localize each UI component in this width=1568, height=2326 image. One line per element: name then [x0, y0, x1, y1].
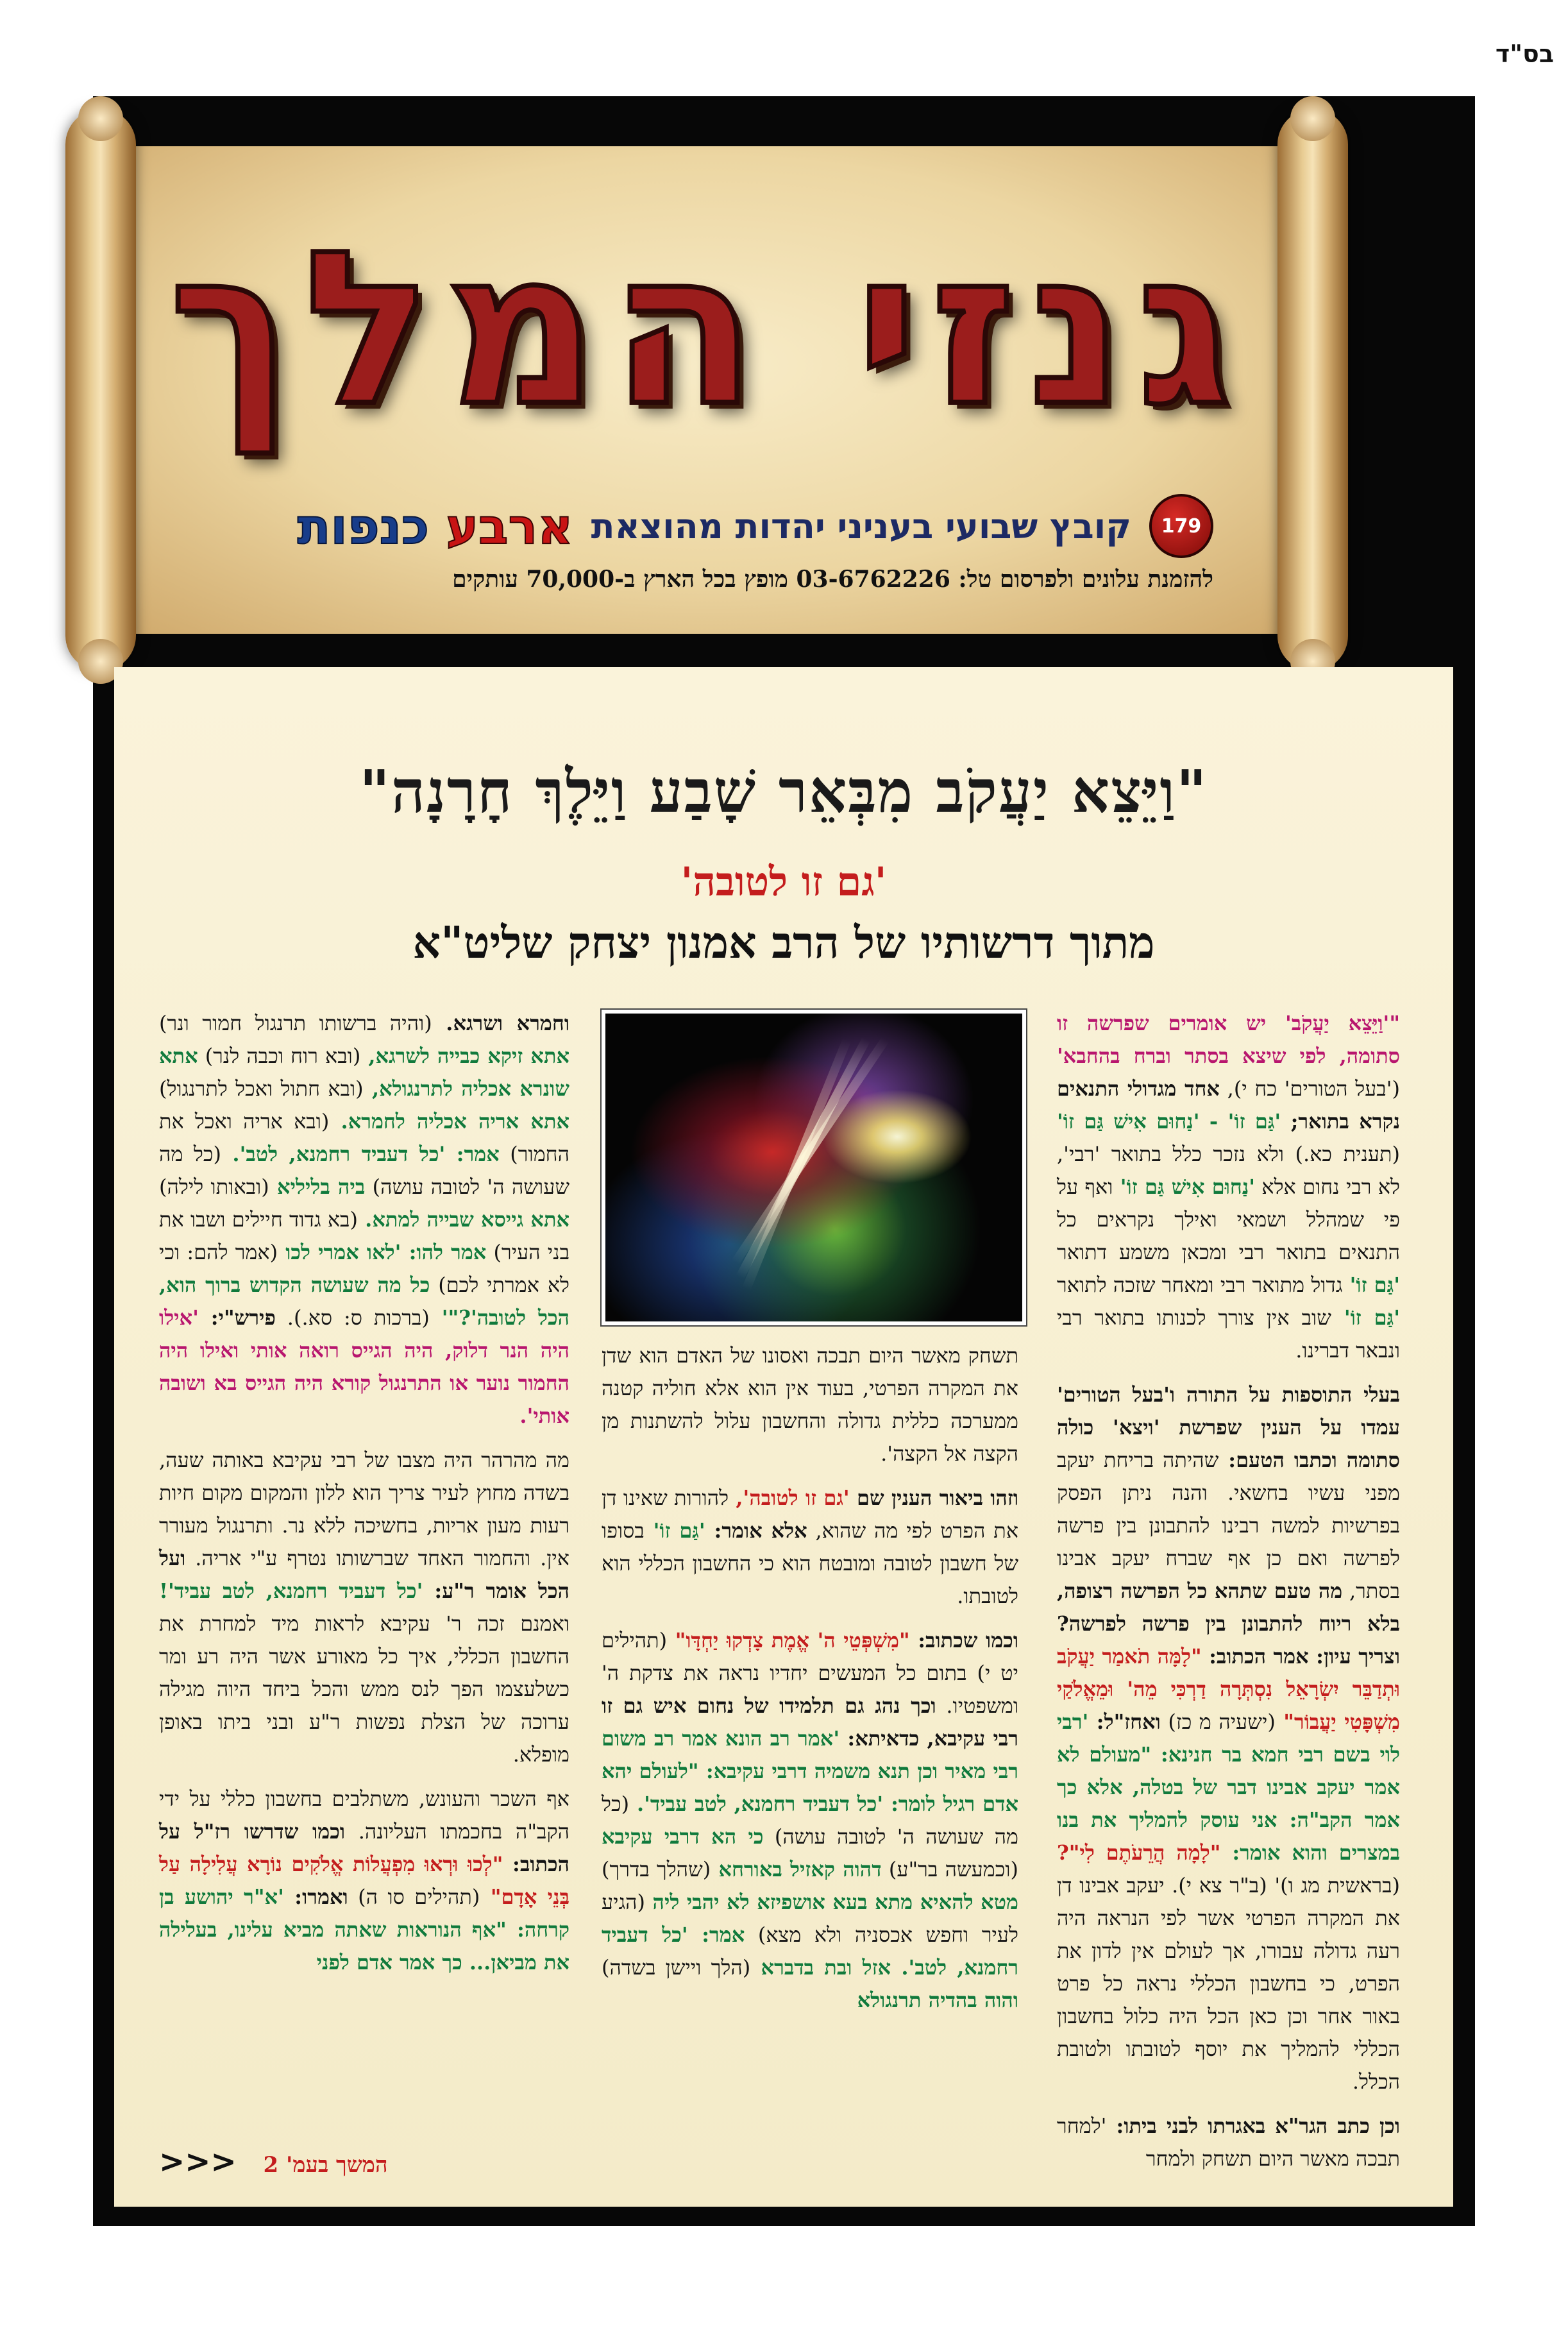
paragraph [1057, 1379, 1400, 2098]
text-run: שהיתה בריחת יעקב מפני עשיו בחשאי. והנה ניתן הפסק בפרשיות למשה רבינו להתבונן בין פרשה לפרשה ואם כן אף שברח יעקב אבינו בסתר, [1057, 1448, 1401, 1603]
text-run: אמר: 'כל דעביד רחמנא, לטב'. [221, 1142, 500, 1166]
continued-label: המשך בעמ' 2 [263, 2152, 388, 2178]
text-run: בסופו של חשבון לטובה ומובטח הוא כי החשבון הכללי הוא לטובתו. [602, 1518, 1018, 1608]
paragraph [602, 1482, 1018, 1613]
text-run: וכן כתב הגר"א באגרתו לבני ביתו: [1106, 2114, 1400, 2138]
text-run: 'אמר רב הונא אמר רב משום רבי מאיר וכן תנא משמיה דרבי עקיבא: "לעולם יהא אדם רגיל לומר: 'כל דעביד רחמנא, לטב עביד'. [602, 1726, 1018, 1816]
text-run: וכך נהג גם תלמידו של נחום איש גם זו רבי עקיבא, כדאיתא: [602, 1694, 1019, 1751]
continued-link[interactable] [159, 2144, 388, 2180]
paragraph [602, 1339, 1018, 1470]
text-run: "לָמָּה תֹאמַר יַעֲקֹב וּתְדַבֵּר יִשְׂרָאֵל נִסְתְּרָה דַרְכִּי מֵה' וּמֵאֱלֹקַי מִשְׁפָּטִי יַעֲבוֹר" [1057, 1644, 1401, 1734]
text-run: (בראשית מג ו)' (ב"ר צא י). יעקב אבינו דן את המקרה הפרטי אשר לפי הנראה היה רעה גדולה עבורו, אך לעולם אין לדון את הפרט, כי בחשבון הכללי נראה כל פרט באור אחר וכן כאן הכל היה כלול בחשבון הכללי להמליך את יוסף לטובתו ולטובת הכלל. [1057, 1873, 1400, 2094]
text-run: 'גַּם זוֹ' - 'נַחוּם אִישׁ גַּם זוֹ' [1057, 1109, 1281, 1133]
paragraph [602, 1624, 1018, 2017]
text-run: ('בעל הטורים' כח י), [1219, 1076, 1401, 1101]
scroll-cap [78, 96, 123, 141]
text-run: דהוה קאזיל באורחא [711, 1857, 882, 1881]
text-run: (כל מה שעושה ה' לטובה עושה) [159, 1142, 570, 1199]
masthead-logo: גנזי המלך [169, 206, 1245, 452]
text-run: (כל מה שעושה ה' לטובה עושה) [602, 1792, 1019, 1849]
text-run: אתא אריה אכליה לחמרא. [329, 1109, 570, 1133]
text-run: הכל ביחד היוה מגילה ערוכה של הצלת נפשות ר"ע ובני ביתו באופן מופלא. [159, 1677, 569, 1767]
text-run: להורות שאינו דן את הפרט לפי מה שהוא, [602, 1486, 1019, 1543]
text-run: (הגיע לעיר וחפש אכסניה ולא מצא) [602, 1890, 1019, 1947]
text-run: "מִשְׁפְּטֵי ה' אֱמֶת צָדְקוּ יַחְדָּו" [667, 1628, 910, 1652]
text-run: תשחק מאשר היום תבכה ואסונו של האדם הוא שדן את המקרה הפרטי, בעוד אין הוא אלא חוליה קטנה ממערכה כללית גדולה והחשבון עלול להשתנות מן הקצה אל הקצה'. [602, 1343, 1018, 1466]
text-run: (ובאותו לילה) [159, 1175, 269, 1199]
text-run: (וכמעשה בר"ע) [881, 1857, 1019, 1881]
scroll-cap [1290, 96, 1335, 141]
text-run: וכמו שדרשו רז"ל על הכתוב: [159, 1819, 570, 1876]
article-title: "וַיֵּצֵא יַעֲקֹב מִבְּאֵר שָׁבַע וַיֵּלֶךְ חָרָנָה" [359, 757, 1208, 826]
text-run: ואמנם זכה ר' עקיבא לראות מיד למחרת את החשבון הכללי, איך כל מאורע אשר היה רע ומר כשלעצמו הפך לנס ממש ו [159, 1611, 569, 1701]
text-run: והוה בהדיה תרנגולא [857, 1988, 1018, 2012]
text-run: גדול מתואר רבי ומאחר שזכה לתואר [1057, 1273, 1343, 1297]
text-run: 'למחר תבכה מאשר היום תשחק ולמחר [1057, 2114, 1400, 2171]
bsd-mark: בס"ד [1495, 40, 1554, 68]
text-run: (והיה ברשותו תרנגול חמור ונר) [159, 1011, 432, 1035]
text-run: אתא גייסא שבייה למתא. [357, 1207, 569, 1232]
text-run: 'א"ר יהושע בן קרחה: "אף הנוראות שאתה מביא עלינו, בעלילה את מביאן... כך אמר אדם לפני [159, 1885, 569, 1974]
text-run: בעלי התוספות על התורה ו'בעל הטורים' עמדו על הענין שפרשת 'ויצא' כולה סתומה וכתבו הטעם: [1057, 1382, 1401, 1472]
article-author-line: מתוך דרשותיו של הרב אמנון יצחק שליט"א [412, 917, 1155, 969]
article-panel [114, 667, 1453, 2207]
paragraph [159, 1783, 569, 1979]
text-run: 'גַּם זוֹ' [644, 1518, 705, 1543]
article-column-middle [602, 1339, 1018, 2028]
text-run: מה מהרהר היה מצבו של רבי עקיבא באותה שעה, בשדה מחוץ לעיר צריך הוא ללון והמקום מקום חיות רעות מעון אריות, בחשיכה ללא נר. ותרנגול מעורר אין. והחמור האחד שברשותו נטרף ע"י אריה. [159, 1448, 569, 1570]
paragraph [1057, 1007, 1400, 1367]
text-run: 'אילו היה הנר דלוק, היה הגייס רואה אותי ואילו היה החמור נוער או התרנגול קורא היה הגייס בא ושובה אותי'. [159, 1305, 569, 1428]
text-run: (ובא חתול ואכל לתרנגול) [159, 1076, 364, 1101]
publisher-logo-part-a: ארבע [446, 497, 573, 555]
text-run: אתא זיקא כבייה לשרגא, [360, 1044, 570, 1068]
text-run: אמר: 'כל דעביד רחמנא, לטב'. אזל ובת בדברא [602, 1923, 1019, 1980]
paragraph [159, 1007, 569, 1432]
masthead-tagline-row [213, 494, 1213, 558]
text-run: (הלך ויישן בשדה) [602, 1955, 751, 1980]
text-run: (בא גדוד חיילים ושבו את בני העיר) [159, 1207, 570, 1264]
text-run: וזהו ביאור הענין שם [849, 1486, 1018, 1510]
text-run: ועל הכל אומר ר"ע: [159, 1546, 570, 1603]
text-run: 'גַּם זוֹ' [1342, 1273, 1401, 1297]
text-run: (תענית כא.) ולא נזכר כלל בתואר 'רבי', לא רבי נחום אלא [1057, 1142, 1401, 1199]
text-run: ואף על פי שמהלל ושמאי ואילך נקראים כל התנאים בתואר רבי ומכאן משמע דתואר [1057, 1175, 1400, 1264]
text-run: "לָמָה הֲרֵעֹתֶם לִי"? [1057, 1840, 1221, 1865]
article-column-right [1057, 1007, 1400, 2187]
text-run: (שהלך בדרך) [602, 1857, 711, 1881]
text-run: מה טעם שתהא כל הפרשה רצופה, בלא ריוח להתבונן בין פרשה לפרשה? וצריך עיון: [1057, 1579, 1400, 1668]
text-run: ואחז"ל: [1088, 1710, 1161, 1734]
text-run: 'רבי לוי בשם רבי חמא בר חנינא: "מעולם לא אמר יעקב אבינו דבר של בטלה, אלא כך אמר הקב"ה: אני עוסק להמליך את בנו במצרים והוא אומר: [1057, 1710, 1400, 1865]
text-run: וכמו שכתוב: [909, 1628, 1019, 1652]
text-run: אמר להו: 'לאו אמרי לכו [278, 1240, 487, 1264]
contact-line: להזמנת עלונים ולפרסום טל: 03-6762226 מופץ בכל הארץ ב-70,000 עותקים [452, 566, 1213, 593]
text-run: 'גם זו לטובה', [729, 1486, 850, 1510]
text-run: (תהילים יט י) בתום כל המעשים יחדיו נראה את צדקת ה' ומשפטיו. [602, 1628, 1019, 1718]
paragraph [1057, 2110, 1400, 2175]
paragraph [159, 1444, 569, 1771]
text-run: (ישעיה מ כז) [1160, 1710, 1276, 1734]
text-run: אמר הכתוב: [1201, 1644, 1309, 1668]
text-run: כי הא דרבי עקיבא [602, 1824, 764, 1849]
masthead-scroll [104, 146, 1310, 634]
text-run: ואמרו: [283, 1885, 348, 1909]
text-run: 'נַחוּם אִישׁ גַּם זוֹ' [1113, 1175, 1256, 1199]
text-run: פירש"י: [198, 1305, 276, 1330]
light-beam [742, 1037, 851, 1291]
text-run: ביה בליליא [269, 1175, 366, 1199]
text-run: (ובא אריה ואכל את החמור) [159, 1109, 570, 1166]
publisher-logo-part-b: כנפות [297, 497, 430, 555]
text-run: אלא אומר: [705, 1518, 807, 1543]
text-run: שוב אין צורך לכנותו בתואר רבי ונבאר דברינו. [1057, 1305, 1400, 1362]
article-illustration [602, 1010, 1026, 1325]
text-run: מטא להאיא מתא בעא אושפיזא לא יהבי ליה [645, 1890, 1018, 1914]
text-run: כל מה שעושה הקדוש ברוך הוא, הכל לטובה'?"' [159, 1273, 569, 1330]
text-run: "לְכוּ וּרְאוּ מִפְעֲלוֹת אֱלֹקִים נוֹרָא עֲלִילָה עַל בְּנֵי אָדָם" [159, 1852, 570, 1909]
text-run: (תהילים סו ה) [348, 1885, 480, 1909]
text-run: (ובא רוח וכבה לנר) [198, 1044, 361, 1068]
article-column-left [159, 1007, 569, 1991]
text-run: 'כל דעביד רחמנא, לטב עביד'! [159, 1579, 423, 1603]
text-run: וחמרא ושרגא. [432, 1011, 570, 1035]
masthead-tagline: קובץ שבועי בעניני יהדות מהוצאת [591, 505, 1131, 547]
text-run: (אמר להם: וכי לא אמרתי לכם) [159, 1240, 570, 1297]
text-run: אחד מגדולי התנאים נקרא בתואר; [1057, 1076, 1401, 1133]
article-subtitle: 'גם זו לטובה' [680, 858, 887, 905]
light-beam [731, 1037, 889, 1265]
publisher-logo [298, 498, 573, 555]
issue-number-badge: 179 [1149, 494, 1213, 558]
text-run: "'וַיֵּצֵא יַעֲקֹב' יש אומרים שפרשה זו סתומה, לפי שיצא בסתר וברח בהחבא' [1057, 1011, 1400, 1068]
text-run: אף השכר והעונש, משתלבים בחשבון כללי על ידי הקב"ה בחכמתו העליונה. [159, 1787, 569, 1844]
continued-arrows-icon: <<< [159, 2144, 237, 2180]
text-run: (ברכות ס: סא.). [275, 1305, 430, 1330]
text-run: 'גַּם זוֹ' [1331, 1305, 1401, 1330]
text-run: אתא שונרא אכליה לתרנגולא, [159, 1044, 570, 1101]
